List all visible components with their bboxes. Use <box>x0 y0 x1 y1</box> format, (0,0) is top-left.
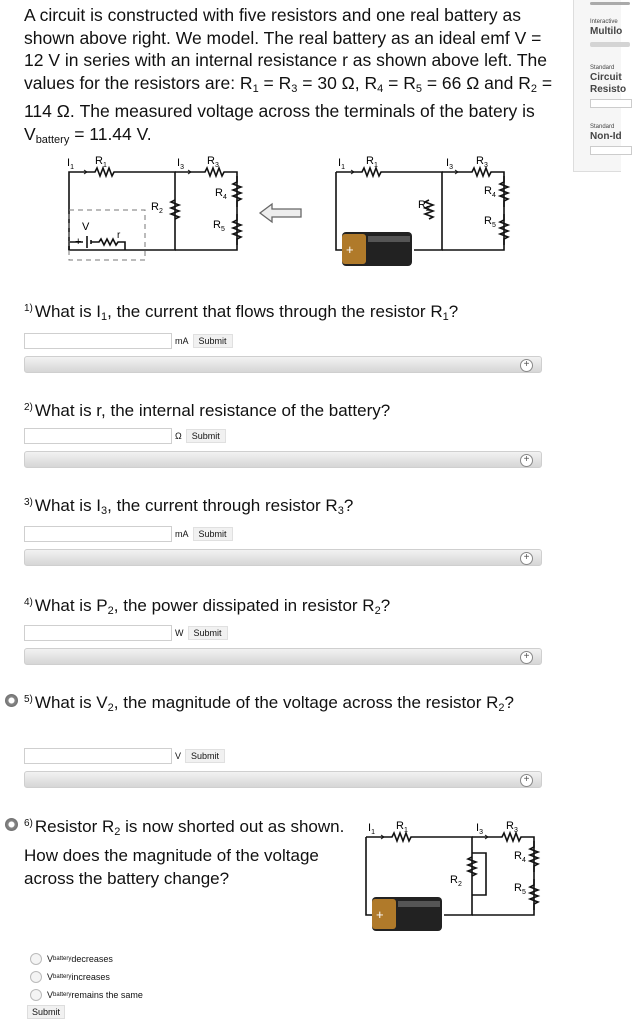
submit-button-2[interactable]: Submit <box>186 429 226 443</box>
sidebar-label-3: Standard <box>590 124 615 130</box>
svg-text:R5: $R_5$ <box>514 882 526 896</box>
circuit-diagram-real-battery <box>322 150 522 275</box>
circuit-diagram-model <box>55 150 255 270</box>
unit-label-2: Ω <box>175 431 182 441</box>
hint-bar-1[interactable] <box>24 356 542 373</box>
svg-text:r: r <box>117 230 121 241</box>
question-2: $^{2)}$ What is r, the internal resistance of the battery? <box>24 401 391 420</box>
submit-button-5[interactable]: Submit <box>185 749 225 763</box>
plus-circle-icon[interactable]: + <box>520 552 533 565</box>
left-arrow-icon <box>258 202 304 224</box>
svg-text:+: + <box>346 242 354 257</box>
hint-bar-3[interactable] <box>24 549 542 566</box>
svg-text:I3: $I_3$ <box>446 157 453 171</box>
unit-label-5: V <box>175 751 182 761</box>
question-3: $^{3)}$ What is $I_3$, the current through resistor $R_3$? <box>24 496 354 517</box>
radio-button[interactable] <box>30 971 42 983</box>
sidebar-link-resistor[interactable]: Resisto <box>590 84 627 95</box>
submit-button-3[interactable]: Submit <box>193 527 233 541</box>
answer-row-1 <box>24 332 233 350</box>
svg-text:V: V <box>82 221 90 233</box>
sidebar-link-non-ideal[interactable]: Non-Id <box>590 131 622 142</box>
svg-text:I1: $I_1$ <box>338 157 345 171</box>
hint-bar-5[interactable] <box>24 771 542 788</box>
answer-row-2 <box>24 427 226 445</box>
question-4: $^{4)}$ What is $P_2$, the power dissipated in resistor $R_2$? <box>24 596 391 617</box>
hint-bar-2[interactable] <box>24 451 542 468</box>
svg-text:+: + <box>75 236 82 248</box>
svg-text:I1: $I_1$ <box>368 822 375 836</box>
unit-label-4: W <box>175 628 184 638</box>
radio-button[interactable] <box>30 989 42 1001</box>
svg-text:R1: $R_1$ <box>396 820 408 834</box>
status-circle-icon <box>5 818 18 831</box>
plus-circle-icon[interactable]: + <box>520 774 533 787</box>
svg-text:I3: $I_3$ <box>476 822 483 836</box>
question-5: $^{5)}$ What is $V_2$, the magnitude of the voltage across the resistor $R_2$? <box>24 693 514 714</box>
submit-button-6[interactable]: Submit <box>27 1005 65 1019</box>
svg-text:R5: $R_5$ <box>213 219 225 233</box>
sidebar-bar <box>590 42 630 47</box>
answer-row-3 <box>24 525 233 543</box>
plus-circle-icon[interactable]: + <box>520 651 533 664</box>
sidebar-panel <box>573 0 627 172</box>
option-increases[interactable]: V battery increases <box>30 971 110 983</box>
svg-text:R2: $R_2$ <box>418 199 430 213</box>
answer-input-1[interactable] <box>24 333 172 349</box>
sidebar-divider <box>590 2 630 5</box>
svg-text:R5: $R_5$ <box>484 215 496 229</box>
svg-text:R3: $R_3$ <box>476 155 488 169</box>
answer-input-3[interactable] <box>24 526 172 542</box>
svg-text:R3: $R_3$ <box>506 820 518 834</box>
svg-text:+: + <box>376 907 384 922</box>
svg-text:R4: $R_4$ <box>215 187 227 201</box>
sidebar-button[interactable] <box>590 146 632 155</box>
option-decreases[interactable]: V battery decreases <box>30 953 113 965</box>
svg-text:R1: $R_1$ <box>366 155 378 169</box>
question-1: $^{1)}$ What is $I_1$, the current that flows through the resistor $R_1$? <box>24 302 459 323</box>
answer-input-4[interactable] <box>24 625 172 641</box>
svg-text:R4: $R_4$ <box>514 850 526 864</box>
answer-input-5[interactable] <box>24 748 172 764</box>
sidebar-link-multiloop[interactable]: Multilo <box>590 26 623 37</box>
circuit-diagram-shorted <box>352 815 552 940</box>
answer-row-4 <box>24 624 228 642</box>
sidebar-label-2: Standard <box>590 65 615 71</box>
svg-text:I1: $I_1$ <box>67 157 74 171</box>
svg-text:I3: $I_3$ <box>177 157 184 171</box>
svg-text:R4: $R_4$ <box>484 185 496 199</box>
unit-label-3: mA <box>175 529 189 539</box>
submit-button-1[interactable]: Submit <box>193 334 233 348</box>
hint-bar-4[interactable] <box>24 648 542 665</box>
problem-statement: A circuit is constructed with five resistors and one real battery as shown above right. We model. The real battery as an ideal emf V = 12 V in series with an internal resistance r as shown above left. The values for the resistors are: $R_1 = R_3 = 30$ Ω, $R_4 = R_5 = 66$ Ω and $R_2 = 114$ Ω. The measured voltage across the terminals of the batery is $V_{battery} = 11.44$ V. <box>24 5 553 146</box>
submit-button-4[interactable]: Submit <box>188 626 228 640</box>
status-circle-icon <box>5 694 18 707</box>
unit-label-1: mA <box>175 336 189 346</box>
sidebar-label-1: Interactive <box>590 19 618 25</box>
svg-text:R2: $R_2$ <box>151 201 163 215</box>
sidebar-button[interactable] <box>590 99 632 108</box>
sidebar-link-circuit[interactable]: Circuit <box>590 72 622 83</box>
plus-circle-icon[interactable]: + <box>520 454 533 467</box>
svg-text:R3: $R_3$ <box>207 155 219 169</box>
plus-circle-icon[interactable]: + <box>520 359 533 372</box>
svg-text:R2: $R_2$ <box>450 874 462 888</box>
answer-row-5 <box>24 747 225 765</box>
question-6: $^{6)}$ Resistor $R_2$ is now shorted out as shown. How does the magnitude of the voltage across the battery change? <box>24 817 345 888</box>
option-remains-same[interactable]: V battery remains the same <box>30 989 143 1001</box>
answer-input-2[interactable] <box>24 428 172 444</box>
svg-text:R1: $R_1$ <box>95 155 107 169</box>
radio-button[interactable] <box>30 953 42 965</box>
